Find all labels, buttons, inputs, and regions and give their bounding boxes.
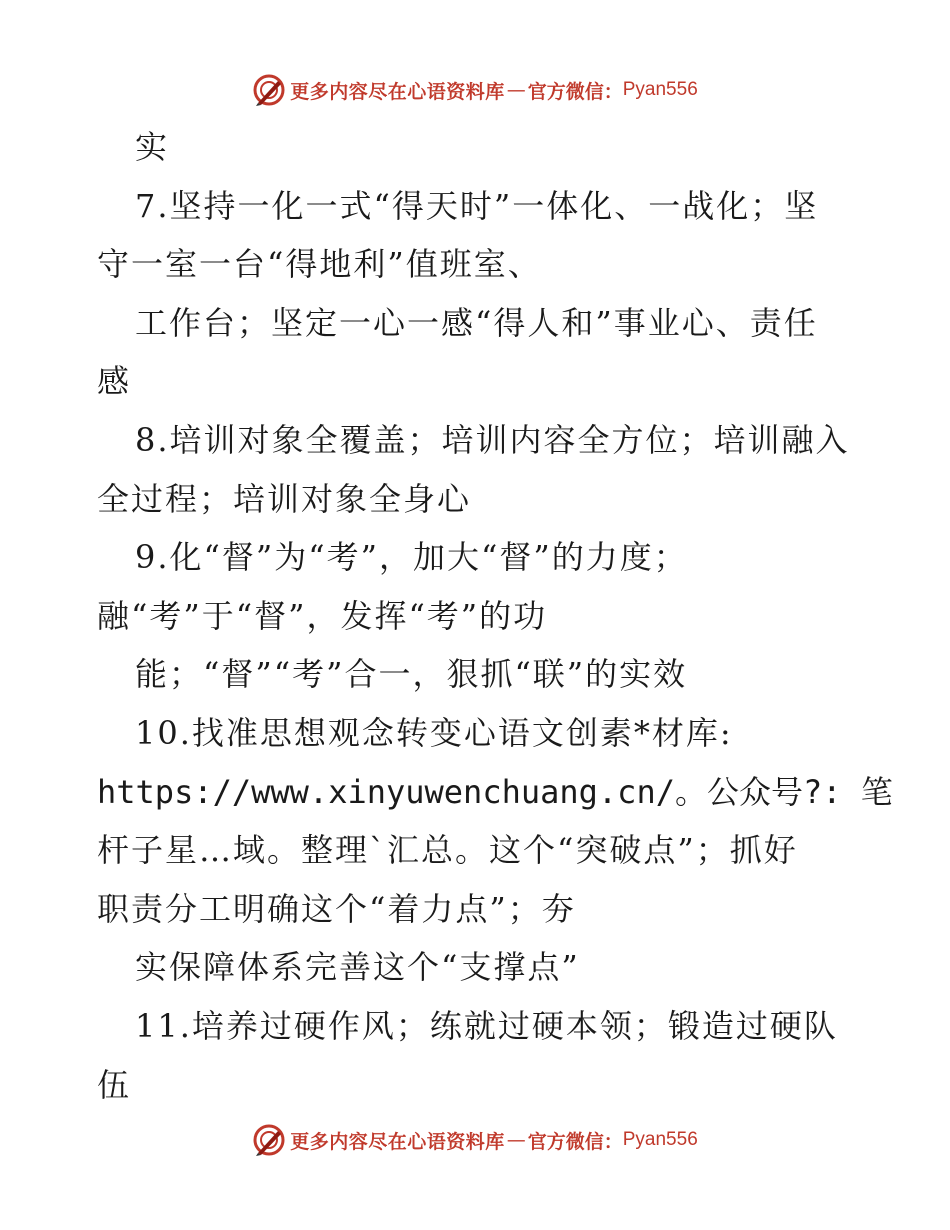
- text-line: 10.找准思想观念转变心语文创素*材库:: [135, 713, 733, 752]
- banner-official: 官方微信：: [527, 80, 623, 103]
- text-line: 全过程；培训对象全身心: [97, 479, 472, 518]
- text-line: 职责分工明确这个“着力点”；夯: [97, 889, 576, 928]
- banner-official: 官方微信：: [527, 1130, 623, 1153]
- text-line: 9.化“督”为“考”，加大“督”的力度；: [135, 538, 688, 577]
- text-line: 杆子星…域。整理`汇总。这个“突破点”；抓好: [97, 831, 798, 870]
- banner-separator: —: [506, 1129, 526, 1151]
- banner-separator: —: [506, 79, 526, 101]
- banner-brand: 更多内容尽在心语资料库: [290, 1130, 505, 1153]
- banner-brand: 更多内容尽在心语资料库: [290, 80, 505, 103]
- text-line: 实保障体系完善这个“支撑点”: [135, 948, 580, 987]
- document-body: [97, 118, 893, 1114]
- pen-logo-icon: [252, 73, 286, 107]
- banner-handle: Pyan556: [622, 79, 698, 100]
- text-line: 实: [135, 128, 170, 166]
- header-banner: [0, 70, 950, 110]
- text-line: 11.培养过硬作风；练就过硬本领；锻造过硬队: [135, 1006, 838, 1045]
- text-line: 8.培训对象全覆盖；培训内容全方位；培训融入: [135, 420, 850, 459]
- text-line: 能；“督”“考”合一，狠抓“联”的实效: [135, 655, 688, 694]
- text-line: 守一室一台“得地利”值班室、: [97, 245, 542, 284]
- text-line: 工作台；坚定一心一感“得人和”事业心、责任: [135, 303, 818, 342]
- text-line: 融“考”于“督”，发挥“考”的功: [97, 596, 548, 635]
- text-line: 感: [97, 362, 132, 401]
- text-line-url: https://www.xinyuwenchuang.cn/。公众号?: 笔: [97, 772, 893, 811]
- pen-logo-icon: [252, 1123, 286, 1157]
- text-line: 7.坚持一化一式“得天时”一体化、一战化；坚: [135, 186, 819, 225]
- footer-banner: [0, 1120, 950, 1160]
- banner-handle: Pyan556: [622, 1129, 698, 1150]
- text-line: 伍: [97, 1065, 132, 1104]
